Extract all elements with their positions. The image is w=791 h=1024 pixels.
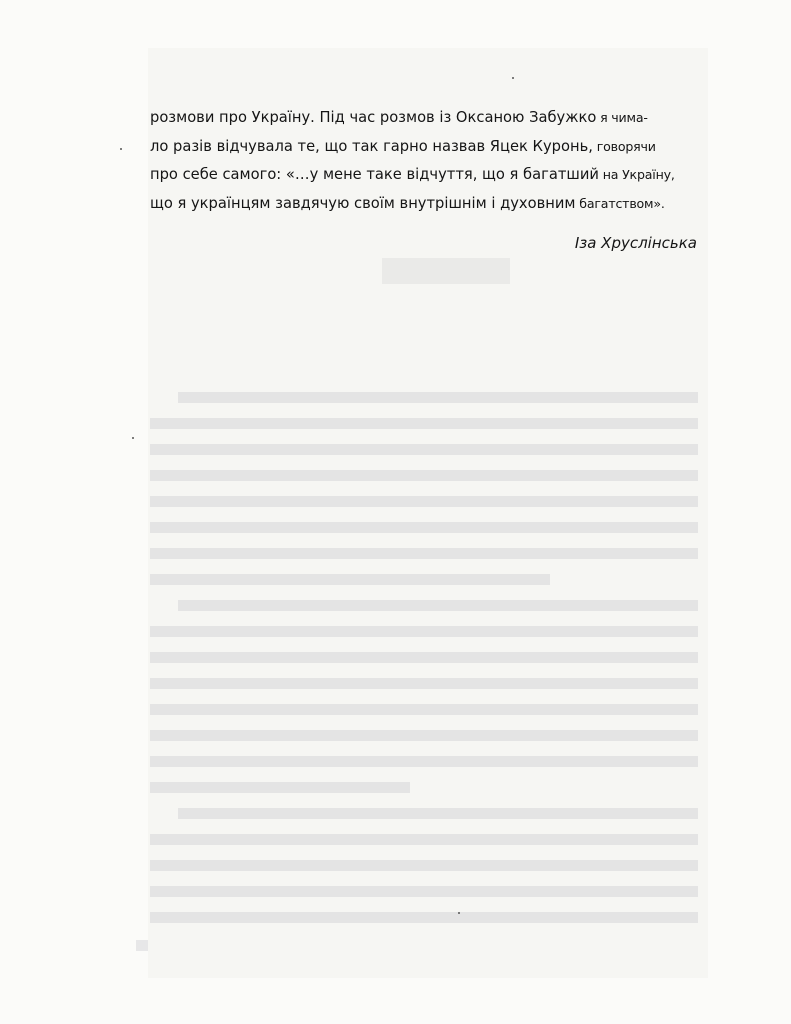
text-line xyxy=(150,190,706,219)
text-line xyxy=(150,161,706,190)
dust-speck xyxy=(132,437,134,439)
text-run: розмови про Україну. Під час розмов із Оксаною Забужко xyxy=(150,109,597,126)
dust-speck xyxy=(512,77,514,79)
text-run-condensed: говорячи xyxy=(592,138,656,154)
text-run: ло разів відчувала те, що так гарно назвав Яцек Курoнь, xyxy=(150,137,593,155)
dust-speck xyxy=(458,912,460,914)
text-line xyxy=(150,104,706,133)
author-signature: Іза Хруслінська xyxy=(574,234,697,252)
text-run: про себе самого: «…у мене таке відчуття, що я багатший xyxy=(150,166,599,184)
text-run: що я українцям завдячую своїм внутрішнім і духовним xyxy=(150,194,576,212)
dust-speck xyxy=(120,148,122,150)
text-run-condensed: багатством». xyxy=(575,195,665,211)
text-run-condensed: на Україну, xyxy=(598,167,675,183)
text-run-condensed: я чима- xyxy=(596,110,648,125)
closing-paragraph xyxy=(150,104,706,218)
text-line xyxy=(150,133,706,162)
